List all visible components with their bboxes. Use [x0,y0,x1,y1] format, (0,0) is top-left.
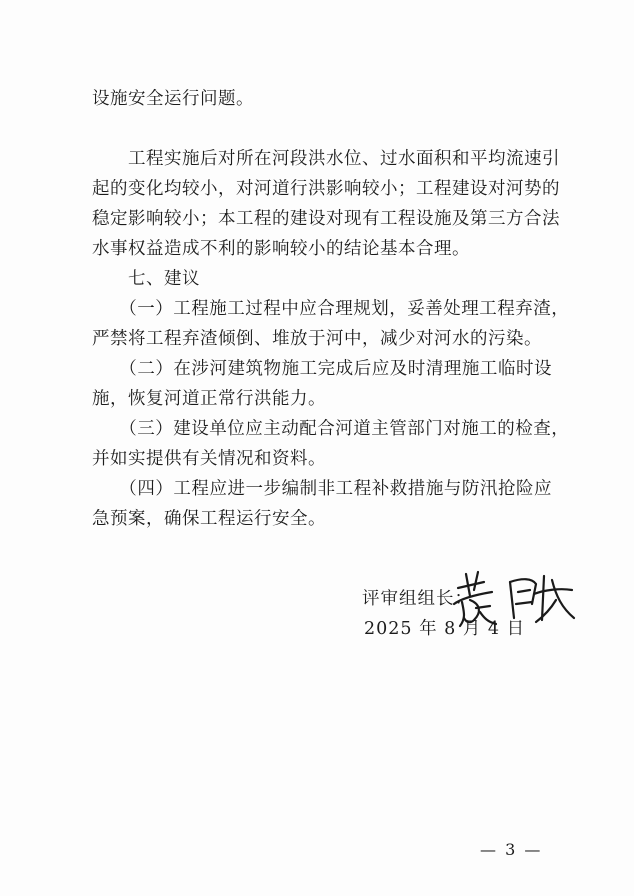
text-line: 起的变化均较小，对河道行洪影响较小；工程建设对河势的 [92,179,560,199]
text-line: 设施安全运行问题。 [92,89,254,109]
handwritten-signature [440,560,580,640]
section-heading: 七、建议 [92,269,200,289]
text-line: （二）在涉河建筑物施工完成后应及时清理施工临时设 [92,359,552,379]
signature-date: 2025 年 8 月 4 日 [364,619,526,639]
text-line: （四）工程应进一步编制非工程补救措施与防汛抢险应 [92,479,552,499]
text-line: 严禁将工程弃渣倾倒、堆放于河中，减少对河水的污染。 [92,329,542,349]
text-line: （一）工程施工过程中应合理规划，妥善处理工程弃渣， [92,299,570,319]
text-line: （三）建设单位应主动配合河道主管部门对施工的检查， [92,419,570,439]
page-number: — 3 — [480,840,543,859]
text-line: 水事权益造成不利的影响较小的结论基本合理。 [92,239,470,259]
text-line: 工程实施后对所在河段洪水位、过水面积和平均流速引 [92,149,560,169]
text-line: 并如实提供有关情况和资料。 [92,449,326,469]
text-line: 稳定影响较小；本工程的建设对现有工程设施及第三方合法 [92,209,560,229]
text-line: 施，恢复河道正常行洪能力。 [92,389,326,409]
signature-label: 评审组组长： [362,589,473,609]
text-line: 急预案，确保工程运行安全。 [92,509,326,529]
